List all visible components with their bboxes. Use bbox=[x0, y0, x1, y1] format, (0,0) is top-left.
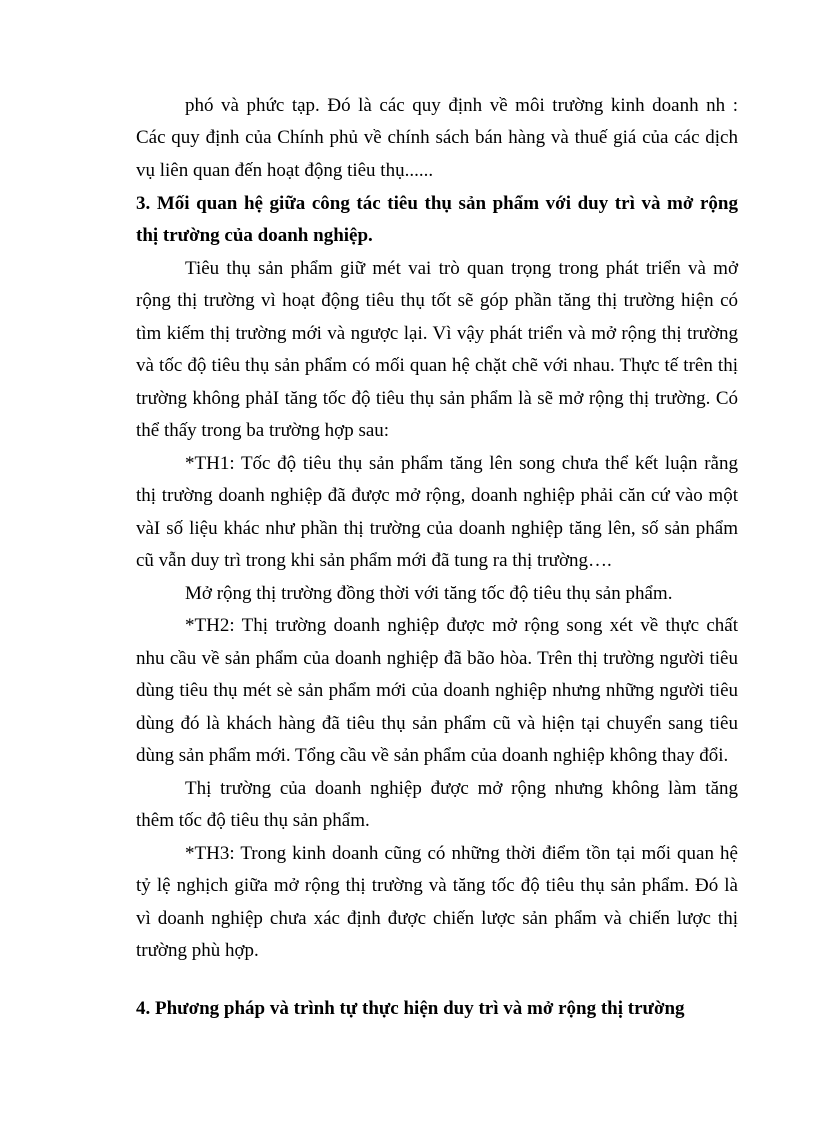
paragraph-line: tỷ lệ nghịch giữa mở rộng thị trường và tăng tốc độ tiêu thụ sản phẩm. Đó là bbox=[136, 875, 738, 896]
paragraph-line: thể thấy trong ba trường hợp sau: bbox=[136, 420, 390, 441]
paragraph-line: Thị trường của doanh nghiệp được mở rộng nhưng không làm tăng bbox=[185, 778, 738, 799]
paragraph-line: dùng đó là khách hàng đã tiêu thụ sản phẩm cũ và hiện tại chuyển sang tiêu bbox=[136, 713, 738, 734]
section-heading-3: thị trường của doanh nghiệp. bbox=[136, 225, 373, 246]
paragraph-line: tìm kiếm thị trường mới và ngược lại. Vì vậy phát triển và mở rộng thị trường bbox=[136, 323, 738, 344]
paragraph-line: rộng thị trường vì hoạt động tiêu thụ tốt sẽ góp phần tăng thị trường hiện có bbox=[136, 290, 738, 311]
paragraph-line: Mở rộng thị trường đồng thời với tăng tốc độ tiêu thụ sản phẩm. bbox=[185, 583, 673, 604]
paragraph-line: *TH3: Trong kinh doanh cũng có những thời điểm tồn tại mối quan hệ bbox=[185, 843, 738, 864]
paragraph-line: cũ vẫn duy trì trong khi sản phẩm mới đã tung ra thị trường…. bbox=[136, 550, 612, 571]
paragraph-line: Các quy định của Chính phủ về chính sách bán hàng và thuế giá của các dịch bbox=[136, 127, 738, 148]
paragraph-line: Tiêu thụ sản phẩm giữ mét vai trò quan trọng trong phát triển và mở bbox=[185, 258, 738, 279]
paragraph-line: trường không phảI tăng tốc độ tiêu thụ sản phẩm là sẽ mở rộng thị trường. Có bbox=[136, 388, 738, 409]
section-heading-3: 3. Mối quan hệ giữa công tác tiêu thụ sản phẩm với duy trì và mở rộng bbox=[136, 193, 738, 214]
paragraph-line: vụ liên quan đến hoạt động tiêu thụ...... bbox=[136, 160, 434, 181]
paragraph-line: phó và phức tạp. Đó là các quy định về môi trường kinh doanh nh : bbox=[185, 95, 738, 116]
paragraph-line: thị trường doanh nghiệp đã được mở rộng, doanh nghiệp phải căn cứ vào một bbox=[136, 485, 738, 506]
paragraph-line: *TH1: Tốc độ tiêu thụ sản phẩm tăng lên song chưa thể kết luận rằng bbox=[185, 453, 738, 474]
paragraph-line: nhu cầu về sản phẩm của doanh nghiệp đã bão hòa. Trên thị trường người tiêu bbox=[136, 648, 738, 669]
paragraph-line: dùng sản phẩm mới. Tổng cầu về sản phẩm của doanh nghiệp không thay đổi. bbox=[136, 745, 729, 766]
paragraph-line: thêm tốc độ tiêu thụ sản phẩm. bbox=[136, 810, 370, 831]
section-heading-4: 4. Phương pháp và trình tự thực hiện duy trì và mở rộng thị trường bbox=[136, 998, 685, 1019]
paragraph-line: vì doanh nghiệp chưa xác định được chiến lược sản phẩm và chiến lược thị bbox=[136, 908, 738, 929]
paragraph-line: *TH2: Thị trường doanh nghiệp được mở rộng song xét về thực chất bbox=[185, 615, 738, 636]
paragraph-line: dùng tiêu thụ mét sè sản phẩm mới của doanh nghiệp nhưng những người tiêu bbox=[136, 680, 738, 701]
paragraph-line: trường phù hợp. bbox=[136, 940, 259, 961]
paragraph-line: và tốc độ tiêu thụ sản phẩm có mối quan hệ chặt chẽ với nhau. Thực tế trên thị bbox=[136, 355, 738, 376]
paragraph-line: vàI số liệu khác như phần thị trường của doanh nghiệp tăng lên, số sản phẩm bbox=[136, 518, 738, 539]
